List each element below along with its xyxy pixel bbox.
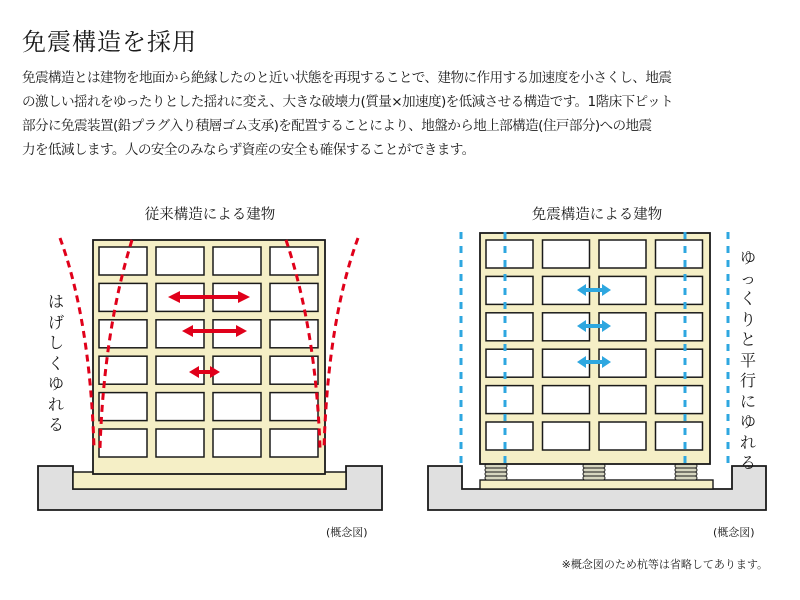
window <box>213 393 261 421</box>
window <box>656 349 703 377</box>
isolation-building-diagram <box>428 232 766 510</box>
window <box>543 240 590 268</box>
isolation-devices <box>485 464 697 480</box>
window <box>486 276 533 304</box>
isolation-concept-label: (概念図) <box>713 526 755 539</box>
isolator <box>485 464 507 480</box>
description-line: 免震構造とは建物を地面から絶縁したのと近い状態を再現することで、建物に作用する加速度を小さくし、地震 <box>22 70 672 86</box>
conventional-concept-label: (概念図) <box>326 526 368 539</box>
page-title: 免震構造を採用 <box>22 28 197 56</box>
window <box>486 313 533 341</box>
window <box>270 247 318 275</box>
window <box>599 422 646 450</box>
window <box>656 386 703 414</box>
window <box>156 393 204 421</box>
window <box>486 349 533 377</box>
window <box>656 313 703 341</box>
conventional-diagram-title: 従来構造による建物 <box>144 207 276 223</box>
window <box>99 393 147 421</box>
window <box>486 386 533 414</box>
window <box>599 386 646 414</box>
window <box>543 422 590 450</box>
isolation-base-slab <box>480 480 713 489</box>
window <box>486 240 533 268</box>
window <box>99 320 147 348</box>
description-line: 部分に免震装置(鉛プラグ入り積層ゴム支承)を配置することにより、地盤から地上部構造(住戸部分)への地震 <box>22 118 652 134</box>
isolation-diagram-title: 免震構造による建物 <box>531 207 663 223</box>
window <box>99 283 147 311</box>
window <box>156 247 204 275</box>
window <box>270 356 318 384</box>
isolator <box>675 464 697 480</box>
window <box>270 283 318 311</box>
window <box>270 429 318 457</box>
window <box>213 247 261 275</box>
window <box>213 356 261 384</box>
window <box>270 393 318 421</box>
window <box>99 429 147 457</box>
window <box>270 320 318 348</box>
window <box>486 422 533 450</box>
conventional-motion-label: はげしくゆれる <box>47 292 64 434</box>
strong-motion-line-outer-right <box>324 238 358 448</box>
isolator <box>583 464 605 480</box>
window <box>656 276 703 304</box>
window <box>156 320 204 348</box>
window <box>543 386 590 414</box>
isolation-motion-label: ゆっくりと平行にゆれる <box>739 248 756 472</box>
window <box>156 429 204 457</box>
description-line: の激しい揺れをゆったりとした揺れに変え、大きな破壊力(質量×加速度)を低減させる構造です。1階床下ピット <box>22 94 673 110</box>
description-line: 力を低減します。人の安全のみならず資産の安全も確保することができます。 <box>22 142 475 158</box>
window <box>656 422 703 450</box>
window <box>656 240 703 268</box>
window <box>213 429 261 457</box>
footnote: ※概念図のため杭等は省略してあります。 <box>561 558 768 571</box>
window <box>99 247 147 275</box>
window <box>599 240 646 268</box>
conventional-building-diagram <box>38 238 382 510</box>
